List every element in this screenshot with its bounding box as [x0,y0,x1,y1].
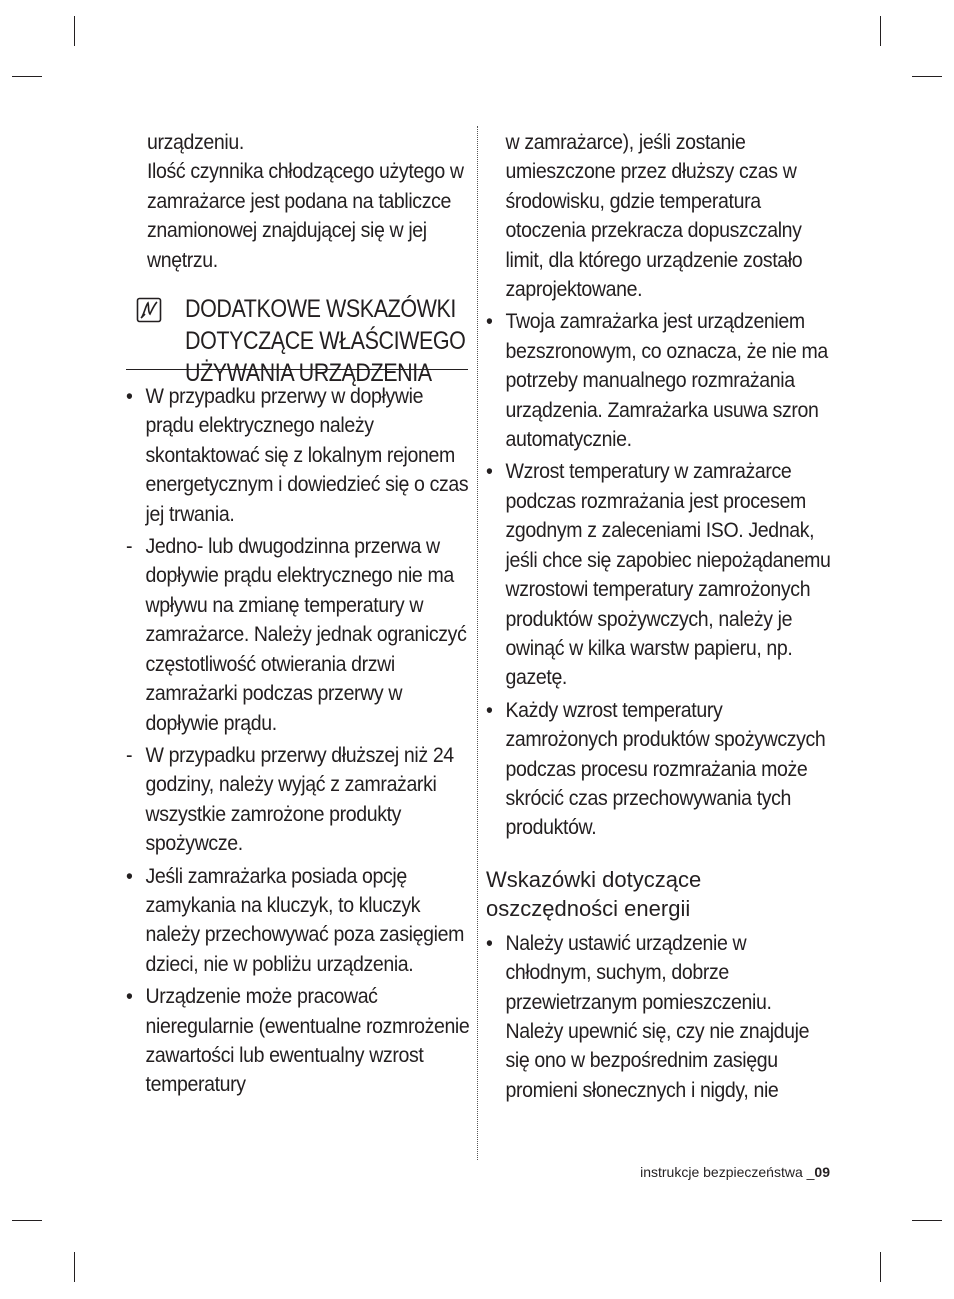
list-item [126,982,470,1100]
list-item-text: Urządzenie może pracować nieregularnie (ewentualne rozmrożenie zawartości lub ewentualny wzrost temperatury [145,985,470,1097]
intro-line: Ilość czynnika chłodzącego użytego w zamrażarce jest podana na tabliczce znamionowej znajdującej się w jej wnętrzu. [147,160,464,272]
energy-list [486,929,833,1105]
list-item-text: W przypadku przerwy dłuższej niż 24 godziny, należy wyjąć z zamrażarki wszystkie zamrożone produkty spożywcze. [145,743,454,856]
left-column [126,128,468,1100]
list-item [126,532,470,738]
note-title-line: DOTYCZĄCE WŁAŚCIWEGO [185,327,466,356]
page-number: 09 [814,1164,830,1180]
note-title-line: UŻYWANIA URZĄDZENIA [185,359,432,388]
bullet-marker: • [126,864,133,888]
crop-mark [12,76,42,77]
crop-mark [880,16,881,46]
section-title: Wskazówki dotyczące oszczędności energii [486,866,702,921]
list-item-text: Wzrost temperatury w zamrażarce podczas rozmrażania jest procesem zgodnym z zaleceniami ISO. Jednak, jeśli chce się zapobiec niepożądanemu wzrostowi temperatury zamrożonych produktów spożywczych, należy je owinąć w kilka warstw papieru, np. gazetę. [505,460,831,690]
dash-marker: - [126,535,133,559]
list-item [126,862,470,980]
list-item [486,307,833,454]
crop-mark [912,76,942,77]
note-title [185,293,469,389]
list-item-text: w zamrażarce), jeśli zostanie umieszczone przez dłuższy czas w środowisku, gdzie temperatura otoczenia przekracza dopuszczalny limit, dla którego urządzenie zostało zaprojektowane. [505,131,803,302]
crop-mark [74,1252,75,1282]
list-item [486,696,833,843]
crop-mark [912,1220,942,1221]
bullet-marker: • [486,460,493,484]
footer-section: instrukcje bezpieczeństwa _ [640,1164,815,1180]
crop-mark [74,16,75,46]
crop-mark [880,1252,881,1282]
list-item-text: Należy ustawić urządzenie w chłodnym, suchym, dobrze przewietrzanym pomieszczeniu. Należy upewnić się, czy nie znajduje się ono w bezpośrednim zasięgu promieni słonecznych i nigdy, nie [505,931,810,1102]
list-item-text: Jeśli zamrażarka posiada opcję zamykania na kluczyk, to kluczyk należy przechowywać poza zasięgiem dzieci, nie w pobliżu urządzenia. [145,864,464,976]
list-item [486,457,833,692]
bullet-marker: • [486,698,493,722]
list-item-text: Twoja zamrażarka jest urządzeniem bezszronowym, co oznacza, że nie ma potrzeby manualnego rozmrażania urządzenia. Zamrażarka usuwa szron automatycznie. [505,310,828,452]
bullet-marker: • [126,985,133,1009]
list-item [486,929,833,1105]
bullet-marker: • [486,310,493,334]
note-list [126,382,470,1100]
column-divider [477,126,478,1160]
note-heading [126,293,468,388]
intro-text [147,128,491,275]
page-footer [560,1164,830,1180]
intro-line: urządzeniu. [147,131,244,154]
list-item-text: Każdy wzrost temperatury zamrożonych produktów spożywczych podczas procesu rozmrażania może skrócić czas przechowywania tych produktów. [505,698,826,840]
note-pencil-icon [136,297,162,323]
list-item-continuation [486,128,833,304]
list-item-text: W przypadku przerwy w dopływie prądu elektrycznego należy skontaktować się z lokalnym rejonem energetycznym i dowiedzieć się o czas jej trwania. [145,385,469,526]
list-item [126,741,470,859]
list-item [126,382,470,529]
right-list [486,128,833,843]
dash-marker: - [126,743,133,767]
right-column [486,128,831,1105]
note-title-line: DODATKOWE WSKAZÓWKI [185,295,456,324]
list-item-text: Jedno- lub dwugodzinna przerwa w dopływie prądu elektrycznego nie ma wpływu na zmianę temperatury w zamrażarce. Należy jednak ograniczyć częstotliwość otwierania drzwi zamrażarki podczas przerwy w dopływie prądu. [145,535,467,735]
bullet-marker: • [126,385,133,409]
bullet-marker: • [486,931,493,955]
crop-mark [12,1220,42,1221]
